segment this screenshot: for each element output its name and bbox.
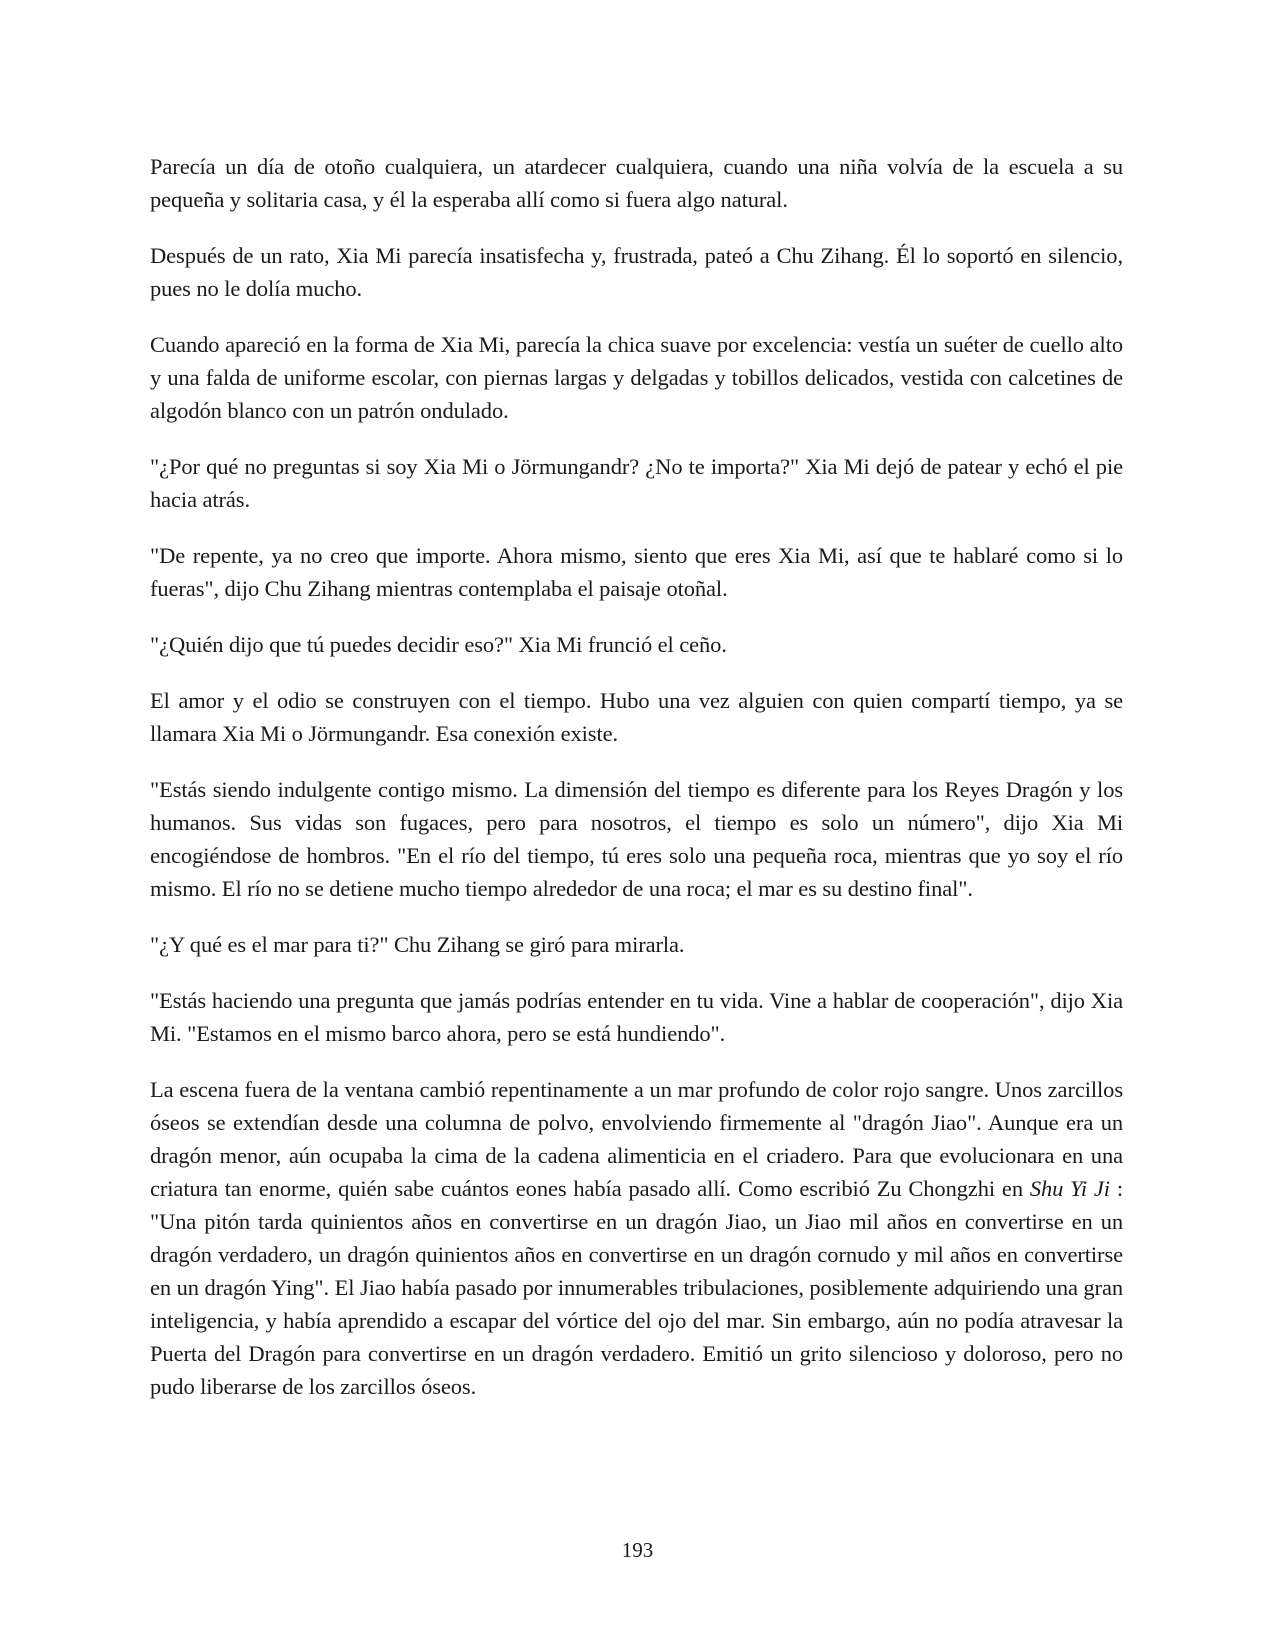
page-number: 193 [621,1538,654,1562]
paragraph-with-citation [150,1073,1123,1403]
paragraph: "¿Por qué no preguntas si soy Xia Mi o Jörmungandr? ¿No te importa?" Xia Mi dejó de patear y echó el pie hacia atrás. [150,454,1123,512]
page-body [150,150,1123,1426]
paragraph: "Estás haciendo una pregunta que jamás podrías entender en tu vida. Vine a hablar de cooperación", dijo Xia Mi. "Estamos en el mismo barco ahora, pero se está hundiendo". [150,988,1123,1046]
paragraph: Después de un rato, Xia Mi parecía insatisfecha y, frustrada, pateó a Chu Zihang. Él lo soportó en silencio, pues no le dolía mucho. [150,243,1123,301]
paragraph: "¿Quién dijo que tú puedes decidir eso?" Xia Mi frunció el ceño. [150,632,727,657]
paragraph: "¿Y qué es el mar para ti?" Chu Zihang se giró para mirarla. [150,932,685,957]
paragraph-text: La escena fuera de la ventana cambió repentinamente a un mar profundo de color rojo sangre. Unos zarcillos óseos se extendían desde una columna de polvo, envolviendo firmemente al "dragón Jiao". Aunque era un dragón menor, aún ocupaba la cima de la cadena alimenticia en el criadero. Para que evolucionara en una criatura tan enorme, quién sabe cuántos eones había pasado allí. Como escribió Zu Chongzhi en [150,1077,1123,1201]
paragraph: Parecía un día de otoño cualquiera, un atardecer cualquiera, cuando una niña volvía de la escuela a su pequeña y solitaria casa, y él la esperaba allí como si fuera algo natural. [150,154,1123,212]
paragraph: "De repente, ya no creo que importe. Ahora mismo, siento que eres Xia Mi, así que te hablaré como si lo fueras", dijo Chu Zihang mientras contemplaba el paisaje otoñal. [150,543,1123,601]
paragraph-text: : "Una pitón tarda quinientos años en convertirse en un dragón Jiao, un Jiao mil años en convertirse en un dragón verdadero, un dragón quinientos años en convertirse en un dragón cornudo y mil años en convertirse en un dragón Ying". El Jiao había pasado por innumerables tribulaciones, posiblemente adquiriendo una gran inteligencia, y había aprendido a escapar del vórtice del ojo del mar. Sin embargo, aún no podía atravesar la Puerta del Dragón para convertirse en un dragón verdadero. Emitió un grito silencioso y doloroso, pero no pudo liberarse de los zarcillos óseos. [150,1176,1123,1399]
paragraph: El amor y el odio se construyen con el tiempo. Hubo una vez alguien con quien compartí tiempo, ya se llamara Xia Mi o Jörmungandr. Esa conexión existe. [150,688,1123,746]
paragraph: "Estás siendo indulgente contigo mismo. La dimensión del tiempo es diferente para los Reyes Dragón y los humanos. Sus vidas son fugaces, pero para nosotros, el tiempo es solo un número", dijo Xia Mi encogiéndose de hombros. "En el río del tiempo, tú eres solo una pequeña roca, mientras que yo soy el río mismo. El río no se detiene mucho tiempo alrededor de una roca; el mar es su destino final". [150,777,1123,901]
book-title-italic: Shu Yi Ji [1029,1176,1110,1201]
paragraph: Cuando apareció en la forma de Xia Mi, parecía la chica suave por excelencia: vestía un suéter de cuello alto y una falda de uniforme escolar, con piernas largas y delgadas y tobillos delicados, vestida con calcetines de algodón blanco con un patrón ondulado. [150,332,1123,423]
